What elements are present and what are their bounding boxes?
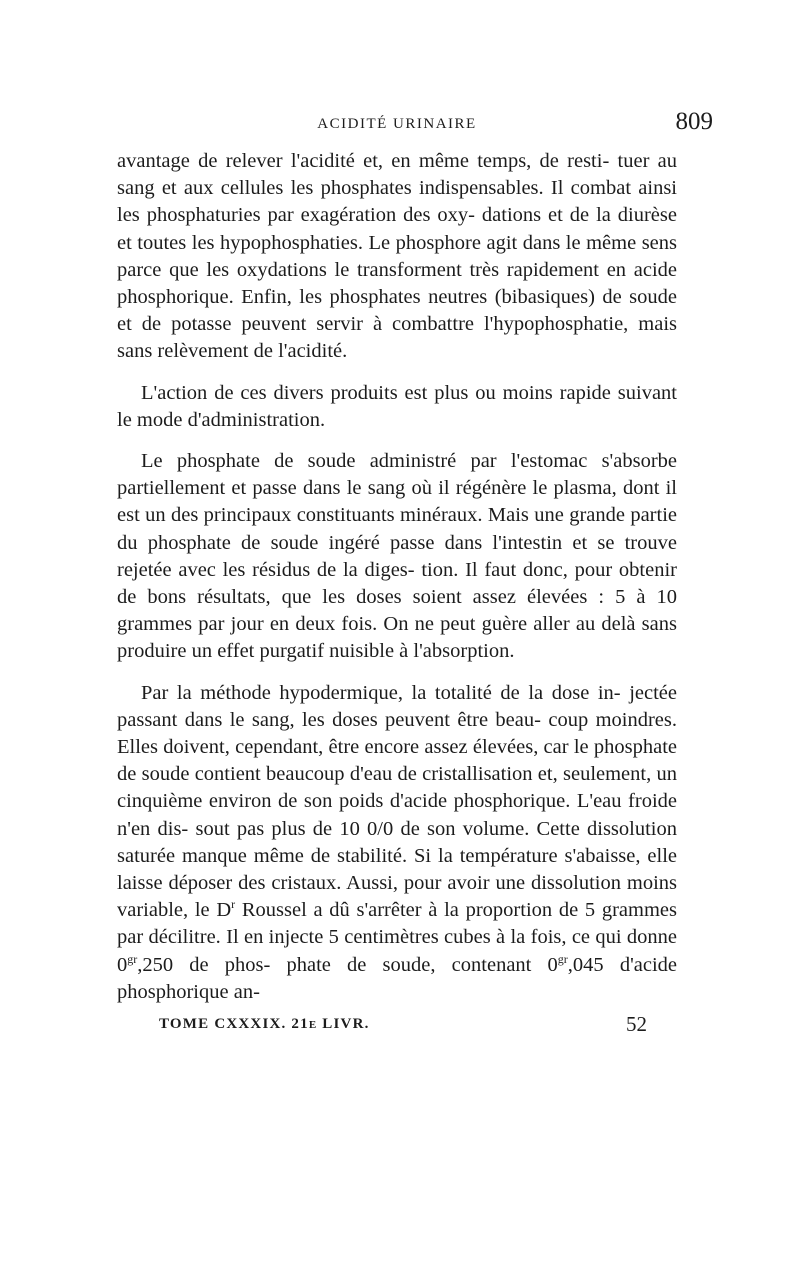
page-number: 809 [675, 108, 713, 135]
paragraph-2: L'action de ces divers produits est plus ou moins rapide suivant le mode d'administration. [117, 381, 677, 431]
paragraph-3: Le phosphate de soude administré par l'estomac s'absorbe partiellement et passe dans le sang où il régénère le plasma, dont il est un des principaux constituants minéraux. Mais une grande partie du phosphate de soude ingéré passe dans l'intestin et se trouve rejetée avec les résidus de la diges- tion. Il faut donc, pour obtenir de bons résultats, que les doses soient assez élevées : 5 à 10 grammes par jour en deux fois. On ne peut guère aller au delà sans produire un effet purgatif nuisible à l'absorption. [117, 450, 677, 663]
paragraph-4-part-1: Par la méthode hypodermique, la totalité de la dose in- jectée passant dans le sang, les doses peuvent être beau- coup moindres. Elles doivent, cependant, être encore assez élevées, car le phosphate de soude contient beaucoup d'eau de cristallisation et, seulement, un cinquième environ de son poids d'acide phosphorique. L'eau froide n'en dis- sout pas plus de 10 0/0 de son volume. Cette dissolution saturée manque même de stabilité. Si la température s'abaisse, elle laisse déposer des cristaux. Aussi, pour avoir une dissolution moins variable, le D [117, 681, 677, 922]
body-text [117, 148, 677, 1006]
signature-line: TOME CXXXIX. 21e LIVR. [159, 1016, 370, 1033]
page [117, 108, 713, 1044]
running-title: ACIDITÉ URINAIRE [317, 116, 477, 132]
running-head [117, 108, 713, 148]
gram-abbrev-sup-2: gr [557, 951, 568, 966]
paragraph-4-part-3: ,250 de phos- phate de soude, contenant 0 [137, 953, 558, 976]
paragraph-4-part-4: ,045 d'acide phosphorique an- [117, 953, 678, 1003]
paragraph-4-part-2: Roussel a dû s'arrêter à la proportion de 5 grammes par décilitre. Il en injecte 5 centimètres cubes à la fois, ce qui donne 0 [117, 899, 677, 976]
sheet-number: 52 [626, 1012, 647, 1037]
footer [117, 1014, 677, 1044]
paragraph-1: avantage de relever l'acidité et, en même temps, de resti- tuer au sang et aux cellules les phosphates indispensables. Il combat ainsi les phosphaturies par exagération des oxy- dations et de la diurèse et toutes les hypophosphaties. Le phosphore agit dans le même sens parce que les oxydations le transforment très rapidement en acide phosphorique. Enfin, les phosphates neutres (bibasiques) de soude et de potasse peuvent servir à combattre l'hypophosphatie, mais sans relèvement de l'acidité. [117, 150, 677, 363]
paragraph-4 [117, 680, 677, 1006]
gram-abbrev-sup-1: gr [127, 951, 138, 966]
doctor-abbrev-sup: r [231, 897, 236, 912]
